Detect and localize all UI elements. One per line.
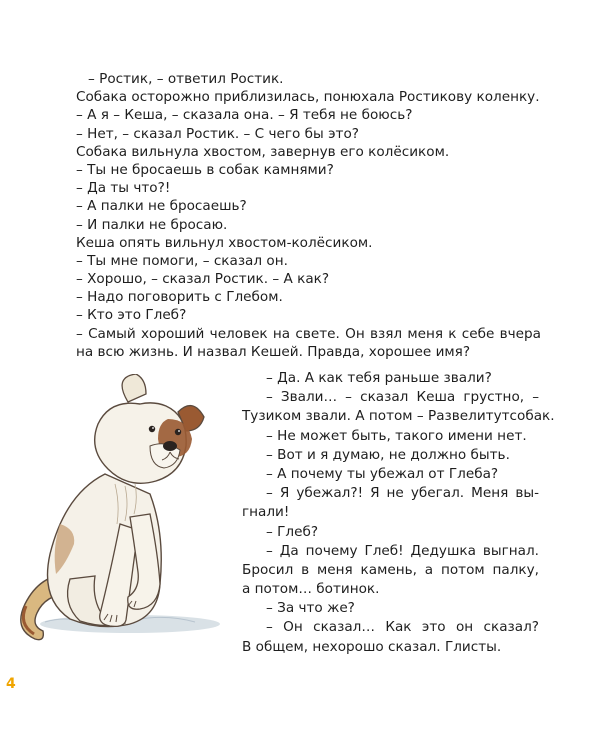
text-line: – Вот и я думаю, не должно быть.: [266, 446, 510, 463]
dialogue-column: [242, 369, 555, 657]
text-line: гнали!: [242, 504, 290, 521]
text-line: – Нет, – сказал Ростик. – С чего бы это?: [76, 125, 360, 142]
text-line: – Да почему Глеб! Дедушка выгнал.: [266, 542, 539, 559]
text-line: – А почему ты убежал от Глеба?: [266, 465, 499, 482]
text-line: – Хорошо, – сказал Ростик. – А как?: [76, 271, 330, 288]
text-line: – Да ты что?!: [76, 180, 171, 197]
text-line: – Ростик, – ответил Ростик.: [88, 71, 284, 87]
text-line: В общем, нехорошо сказал. Глисты.: [242, 638, 502, 655]
text-line: – И палки не бросаю.: [76, 216, 228, 233]
page-number: 4: [6, 676, 16, 692]
dog-illustration: [0, 374, 250, 654]
text-line: Бросил в меня камень, а потом палку,: [242, 561, 539, 578]
text-line: Тузиком звали. А потом – Развелитутсобак.: [242, 408, 555, 425]
text-line: Собака осторожно приблизилась, понюхала Ростикову коленку.: [76, 89, 540, 106]
text-line: – А палки не бросаешь?: [76, 198, 247, 215]
text-line: – Ты мне помоги, – сказал он.: [76, 252, 288, 269]
text-line: – Ты не бросаешь в собак камнями?: [76, 161, 334, 178]
text-line: Кеша опять вильнул хвостом-колёсиком.: [76, 234, 373, 251]
text-line: Собака вильнула хвостом, завернув его колёсиком.: [76, 143, 450, 160]
text-line: – Не может быть, такого имени нет.: [266, 427, 527, 444]
text-line: – За что же?: [266, 600, 355, 617]
text-line: – Кто это Глеб?: [76, 307, 187, 324]
text-line: – Глеб?: [266, 523, 319, 540]
text-line: а потом… ботинок.: [242, 581, 380, 598]
text-line: на всю жизнь. И назвал Кешей. Правда, хорошее имя?: [76, 343, 471, 360]
text-line: – Он сказал… Как это он сказал?: [266, 619, 539, 636]
main-text: [76, 70, 541, 361]
text-line: – Самый хороший человек на свете. Он взял меня к себе вчера: [76, 325, 541, 342]
text-line: – А я – Кеша, – сказала она. – Я тебя не боюсь?: [76, 107, 413, 124]
text-line: – Я убежал?! Я не убегал. Меня вы-: [266, 485, 539, 502]
text-line: – Да. А как тебя раньше звали?: [266, 370, 492, 386]
text-line: – Надо поговорить с Глебом.: [76, 289, 283, 306]
text-line: – Звали… – сказал Кеша грустно, –: [266, 389, 539, 406]
